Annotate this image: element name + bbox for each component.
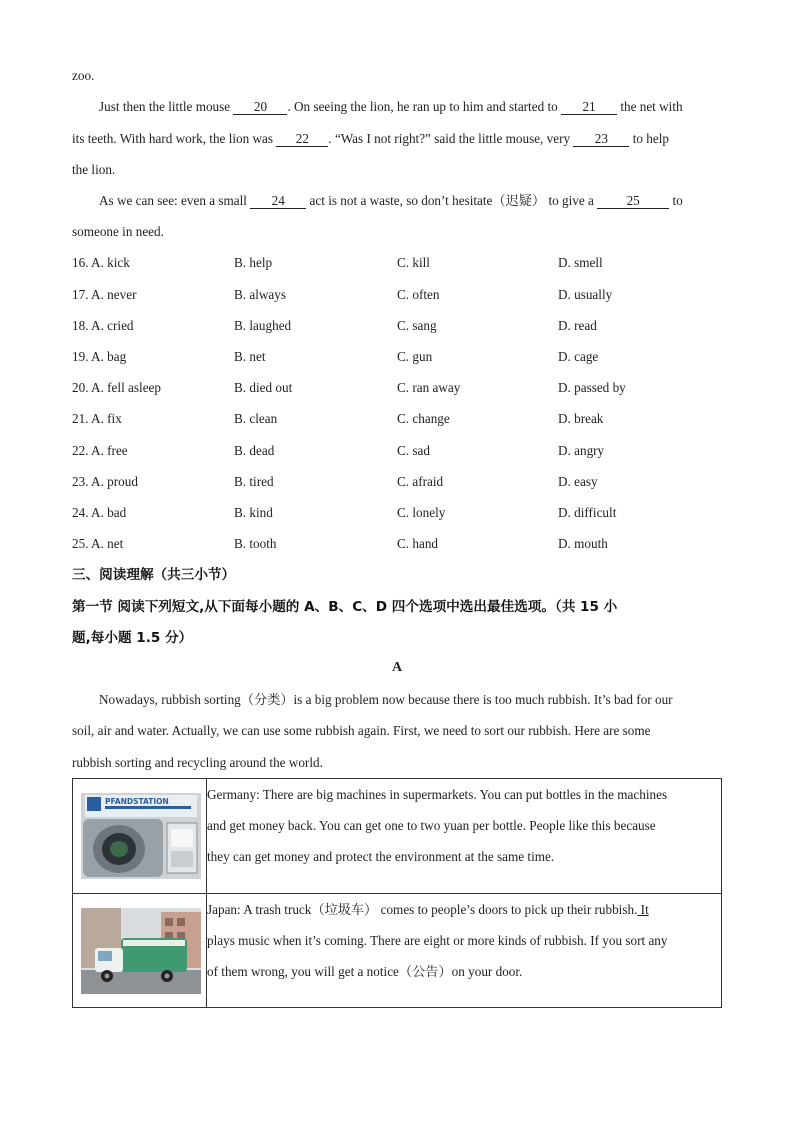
blank-24: 24 [250,194,306,209]
japan-text-cell [207,894,722,1008]
option-row: 16. A. kick B. help C. kill D. smell [72,255,603,270]
passage-line-2: its teeth. With hard work, the lion was 22 . “Was I not right?” said the little mouse, very 23 to help [72,131,669,146]
option-row: 19. A. bag B. net C. gun D. cage [72,349,599,364]
germany-line-1: Germany: There are big machines in supermarkets. You can put bottles in the machines [207,787,668,802]
passage-line-3: the lion. [72,162,116,177]
bottle-machine-image [81,793,201,879]
japan-line-1: Japan: A trash truck（垃圾车） comes to people’s doors to pick up their rubbish. It [207,902,649,917]
part-title: A [391,660,403,675]
reading-line-3: rubbish sorting and recycling around the world. [72,755,323,770]
blank-25: 25 [597,194,669,209]
section-instruction-line-1: 第一节 阅读下列短文,从下面每小题的 A、B、C、D 四个选项中选出最佳选项。（共 15 小 [72,599,618,615]
section-instruction-line-2: 题,每小题 1.5 分） [72,630,193,646]
option-row: 25. A. net B. tooth C. hand D. mouth [72,536,608,551]
option-row: 21. A. fix B. clean C. change D. break [72,411,604,426]
option-row: 17. A. never B. always C. often D. usually [72,287,613,302]
machine-sign-text: PFANDSTATION [105,797,169,806]
japan-image-cell [73,894,207,1008]
blank-20: 20 [233,100,287,115]
blank-23: 23 [573,132,629,147]
blank-21: 21 [561,100,617,115]
passage-line-4: As we can see: even a small 24 act is not a waste, so don’t hesitate（迟疑） to give a 25 to [99,193,683,208]
reading-line-2: soil, air and water. Actually, we can use some rubbish again. First, we need to sort our rubbish. Here are some [72,723,651,738]
table-row [73,779,722,894]
blank-22: 22 [276,132,328,147]
germany-text-cell [207,779,722,894]
japan-line-3: of them wrong, you will get a notice（公告）on your door. [207,964,523,979]
trash-truck-image [81,908,201,994]
option-row: 20. A. fell asleep B. died out C. ran away D. passed by [72,380,626,395]
germany-image-cell [73,779,207,894]
reading-line-1: Nowadays, rubbish sorting（分类）is a big problem now because there is too much rubbish. It’s bad for our [99,692,673,707]
germany-line-2: and get money back. You can get one to two yuan per bottle. People like this because [207,818,656,833]
option-row: 18. A. cried B. laughed C. sang D. read [72,318,597,333]
germany-line-3: they can get money and protect the environment at the same time. [207,849,555,864]
passage-line-0: zoo. [72,68,95,83]
section-title: 三、阅读理解（共三小节） [72,567,236,583]
passage-line-5: someone in need. [72,224,164,239]
recycling-table [72,778,722,1008]
option-row: 22. A. free B. dead C. sad D. angry [72,443,605,458]
table-row [73,894,722,1008]
option-row: 24. A. bad B. kind C. lonely D. difficult [72,505,617,520]
option-row: 23. A. proud B. tired C. afraid D. easy [72,474,598,489]
japan-line-2: plays music when it’s coming. There are eight or more kinds of rubbish. If you sort any [207,933,668,948]
passage-line-1: Just then the little mouse 20 . On seeing the lion, he ran up to him and started to 21 the net with [99,99,683,114]
